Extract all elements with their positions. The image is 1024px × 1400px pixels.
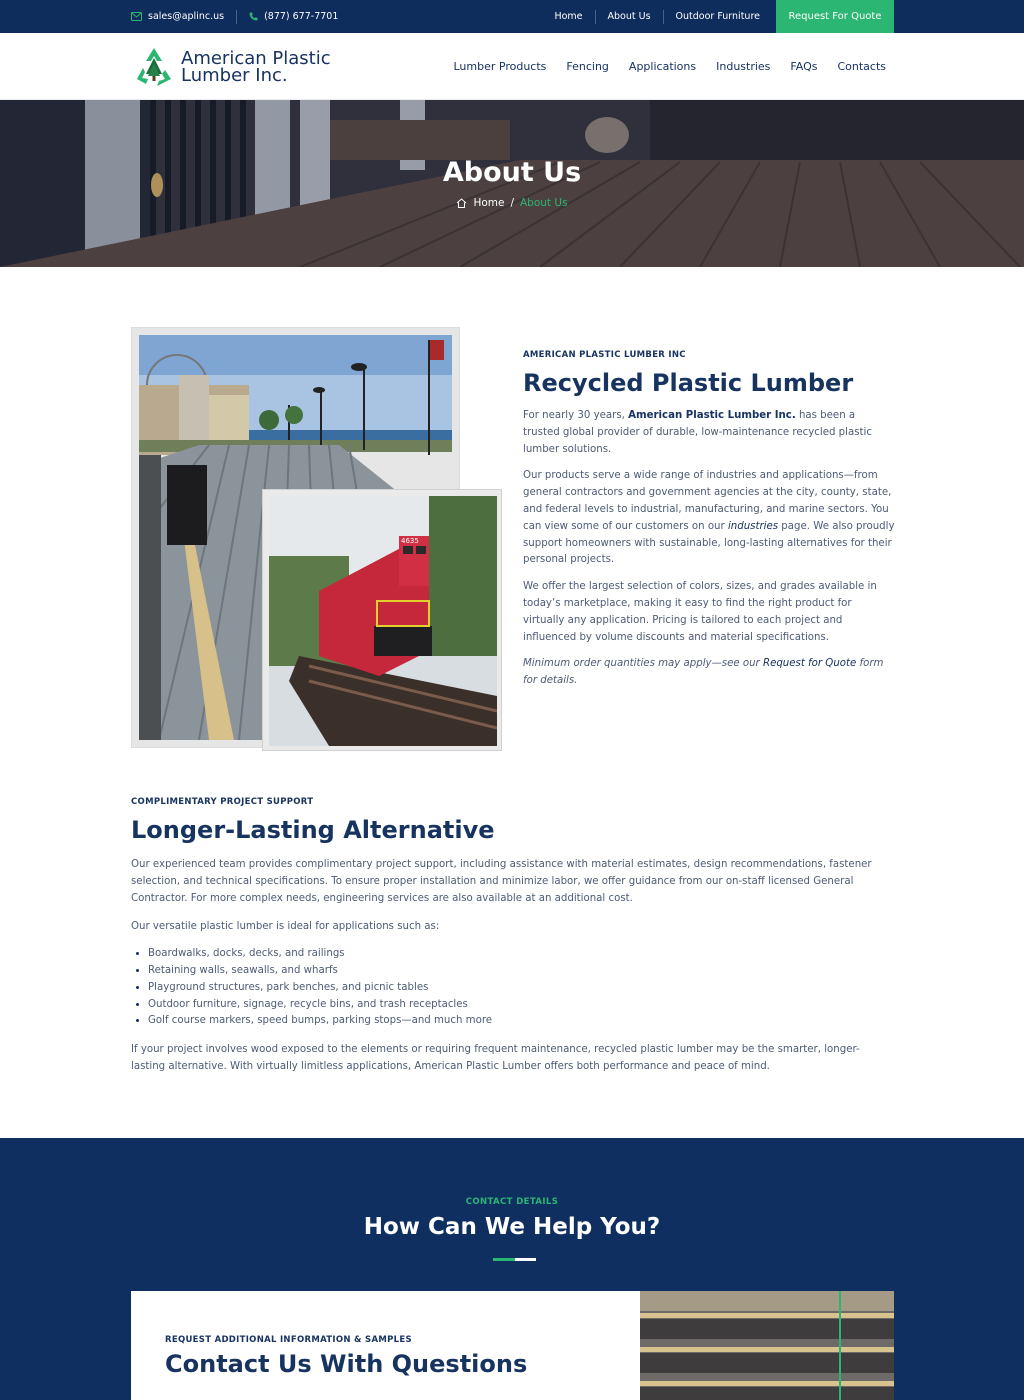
logo-line-2: Lumber Inc. bbox=[181, 65, 288, 86]
email-text: sales@aplinc.us bbox=[148, 11, 225, 22]
card-heading: Contact Us With Questions bbox=[165, 1350, 528, 1378]
home-icon bbox=[456, 198, 467, 208]
contact-heading: How Can We Help You? bbox=[363, 1214, 661, 1240]
about-heading: Recycled Plastic Lumber bbox=[523, 369, 854, 397]
support-paragraph-3: If your project involves wood exposed to the elements or requiring frequent maintenance, recycled plastic lumber may be the smarter, longer-lasting alternative. With virtually limitless applications, American Plastic Lumber offers both performance and peace of mind. bbox=[131, 1044, 860, 1072]
text-span: Minimum order quantities may apply—see our bbox=[523, 658, 763, 670]
hero-banner bbox=[0, 100, 1024, 267]
envelope-icon bbox=[131, 12, 142, 21]
about-paragraph-4 bbox=[523, 656, 895, 690]
company-name: American Plastic Lumber Inc. bbox=[628, 410, 796, 421]
about-text-block bbox=[523, 350, 895, 690]
top-nav-outdoor-furniture[interactable]: Outdoor Furniture bbox=[675, 11, 760, 22]
about-paragraph-1 bbox=[523, 408, 895, 458]
breadcrumb-current: About Us bbox=[520, 197, 568, 209]
text-span: page. We also proudly support homeowners with sustainable, long-lasting alternatives for their personal projects. bbox=[523, 520, 895, 566]
train-number-label: 4635 bbox=[401, 537, 419, 545]
list-item: • Boardwalks, docks, decks, and railings bbox=[148, 946, 891, 963]
train-image bbox=[269, 496, 497, 746]
support-section bbox=[131, 797, 891, 1076]
top-nav-home[interactable]: Home bbox=[554, 11, 583, 22]
divider bbox=[595, 10, 596, 24]
about-paragraph-2 bbox=[523, 468, 895, 569]
divider bbox=[236, 10, 237, 24]
request-quote-link[interactable]: Request for Quote bbox=[762, 658, 857, 670]
email-link[interactable] bbox=[131, 11, 224, 22]
nav-faqs[interactable]: FAQs bbox=[790, 60, 818, 73]
phone-link[interactable] bbox=[249, 11, 338, 22]
request-quote-button[interactable]: Request For Quote bbox=[776, 0, 894, 33]
contact-eyebrow: CONTACT DETAILS bbox=[465, 1197, 559, 1207]
support-paragraph-1: Our experienced team provides complimentary project support, including assistance with material estimates, design recommendations, fastener selection, and technical specifications. To ensure proper installation and minimize labor, we offer guidance from our on-staff licensed General Contractor. For more complex needs, engineering services are also available at an additional cost. bbox=[131, 859, 872, 904]
railroad-photo bbox=[262, 489, 502, 751]
nav-fencing[interactable]: Fencing bbox=[566, 60, 609, 73]
about-eyebrow: AMERICAN PLASTIC LUMBER INC bbox=[523, 350, 686, 360]
about-paragraph-3: We offer the largest selection of colors, sizes, and grades available in today’s marketplace, making it easy to find the right product for virtually any application. Pricing is tailored to each project and influenced by volume discounts and material specifications. bbox=[523, 581, 877, 643]
phone-text: (877) 677-7701 bbox=[264, 11, 339, 22]
heading-underline bbox=[493, 1258, 536, 1261]
nav-applications[interactable]: Applications bbox=[628, 60, 697, 73]
phone-icon bbox=[249, 12, 258, 21]
support-heading: Longer-Lasting Alternative bbox=[131, 816, 495, 844]
list-item: • Playground structures, park benches, and picnic tables bbox=[148, 980, 891, 997]
list-item: • Outdoor furniture, signage, recycle bins, and trash receptacles bbox=[148, 997, 891, 1014]
page-title: About Us bbox=[442, 157, 582, 188]
divider bbox=[663, 10, 664, 24]
text-span: Our products serve a wide range of industries and applications—from general contractors and government agencies at the city, county, state, and federal levels to industrial, manufacturing, and marine sectors. You can view some of our customers on our bbox=[523, 470, 892, 532]
top-nav-about[interactable]: About Us bbox=[607, 11, 651, 22]
logo-text bbox=[181, 50, 331, 84]
nav-lumber-products[interactable]: Lumber Products bbox=[453, 60, 547, 73]
lumber-stack-photo bbox=[640, 1291, 894, 1400]
breadcrumb bbox=[0, 197, 1024, 209]
top-bar bbox=[0, 0, 1024, 33]
support-paragraph-2: Our versatile plastic lumber is ideal for applications such as: bbox=[131, 921, 440, 933]
list-item: • Golf course markers, speed bumps, parking stops—and much more bbox=[148, 1013, 891, 1030]
list-item: • Retaining walls, seawalls, and wharfs bbox=[148, 963, 891, 980]
industries-link[interactable]: industries bbox=[727, 520, 779, 532]
text-span: For nearly 30 years, bbox=[523, 410, 629, 421]
text-span: form for details. bbox=[523, 658, 884, 687]
logo[interactable] bbox=[133, 46, 331, 88]
text-span: has been a trusted global provider of durable, low-maintenance recycled plastic lumber solutions. bbox=[523, 410, 872, 455]
main-header bbox=[0, 33, 1024, 100]
top-nav bbox=[554, 0, 760, 33]
nav-industries[interactable]: Industries bbox=[716, 60, 771, 73]
contact-section bbox=[0, 1138, 1024, 1400]
applications-list bbox=[131, 946, 891, 1030]
top-bar-contact bbox=[131, 0, 338, 33]
lumber-image bbox=[640, 1291, 894, 1400]
nav-contacts[interactable]: Contacts bbox=[837, 60, 886, 73]
recycle-tree-logo-icon bbox=[133, 46, 175, 88]
logo-line-1: American Plastic bbox=[181, 48, 331, 69]
card-eyebrow: REQUEST ADDITIONAL INFORMATION & SAMPLES bbox=[165, 1335, 412, 1345]
contact-card bbox=[131, 1291, 641, 1400]
breadcrumb-separator: / bbox=[510, 197, 514, 209]
main-nav bbox=[454, 33, 887, 100]
support-eyebrow: COMPLIMENTARY PROJECT SUPPORT bbox=[131, 797, 314, 807]
breadcrumb-home[interactable]: Home bbox=[473, 197, 505, 209]
